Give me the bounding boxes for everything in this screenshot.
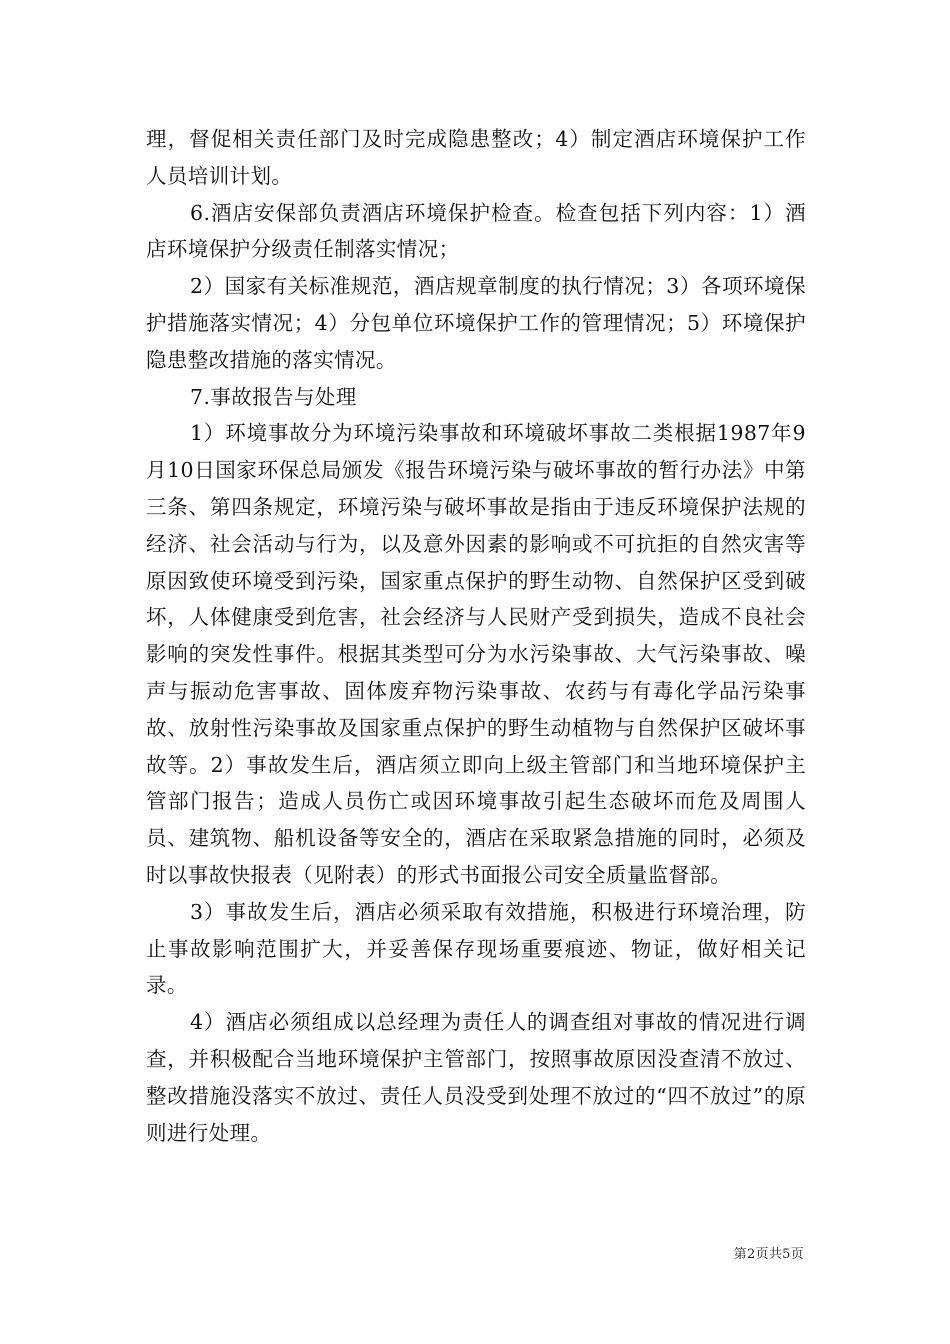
paragraph-accident-investigation: 4）酒店必须组成以总经理为责任人的调查组对事故的情况进行调查，并积极配合当地环境保护主管部门，按照事故原因没查清不放过、整改措施没落实不放过、责任人员没受到处理不放过的“四不放过”的原则进行处理。 <box>146 1010 806 1145</box>
paragraph-accident-measures: 3）事故发生后，酒店必须采取有效措施，积极进行环境治理，防止事故影响范围扩大，并妥善保存现场重要痕迹、物证，做好相关记录。 <box>146 899 806 998</box>
section-heading-7: 7.事故报告与处理 <box>190 384 357 409</box>
page-number-footer: 第2页共5页 <box>733 1247 804 1262</box>
paragraph-section-6: 6.酒店安保部负责酒店环境保护检查。检查包括下列内容：1）酒店环境保护分级责任制落实情况； <box>146 200 806 262</box>
paragraph-continuation: 理，督促相关责任部门及时完成隐患整改；4）制定酒店环境保护工作人员培训计划。 <box>146 127 806 188</box>
paragraph-accident-definition: 1）环境事故分为环境污染事故和环境破坏事故二类根据1987年9月10日国家环保总局颁发《报告环境污染与破坏事故的暂行办法》中第三条、第四条规定，环境污染与破坏事故是指由于违反环境保护法规的经济、社会活动与行为，以及意外因素的影响或不可抗拒的自然灾害等原因致使环境受到污染，国家重点保护的野生动物、自然保护区受到破坏，人体健康受到危害，社会经济与人民财产受到损失，造成不良社会影响的突发性事件。根据其类型可分为水污染事故、大气污染事故、噪声与振动危害事故、固体废弃物污染事故、农药与有毒化学品污染事故、放射性污染事故及国家重点保护的野生动植物与自然保护区破坏事故等。2）事故发生后，酒店须立即向上级主管部门和当地环境保护主管部门报告；造成人员伤亡或因环境事故引起生态破坏而危及周围人员、建筑物、船机设备等安全的，酒店在采取紧急措施的同时，必须及时以事故快报表（见附表）的形式书面报公司安全质量监督部。 <box>146 421 806 887</box>
document-body <box>146 121 806 1151</box>
paragraph-section-6-items: 2）国家有关标准规范，酒店规章制度的执行情况；3）各项环境保护措施落实情况；4）分包单位环境保护工作的管理情况；5）环境保护隐患整改措施的落实情况。 <box>146 274 806 372</box>
